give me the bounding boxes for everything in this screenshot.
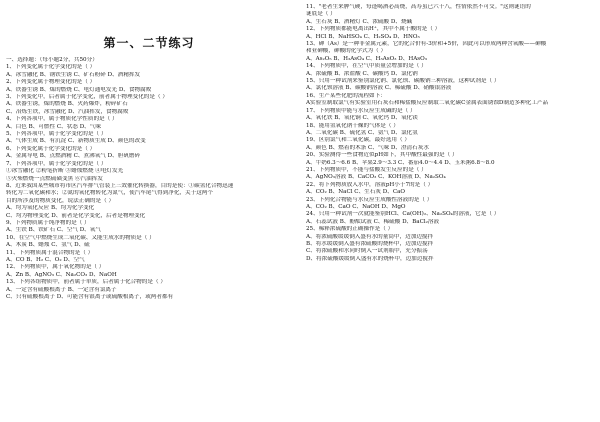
question-line: 24、只用一种试剂一次就能鉴别HCl、Ca(OH)₂、Na₂SO₄的溶液，它是（ ） — [306, 211, 500, 218]
question-line: 20、实验测得一些食物近似pH如下，其中酸性最强的是（ ） — [306, 152, 458, 159]
question-line: 25、稀释浓硫酸的正确操作是（ ） — [306, 226, 394, 233]
question-line: A、CO₂ B、CaO C、NaOH D、MgO — [306, 203, 406, 210]
question-line: A、木炭 B、蜡烛 C、氢气 D、硫 — [6, 242, 90, 249]
question-line: 14、下列物质中，在空气中质量会增加的是（ ） — [306, 63, 427, 70]
question-line: 7、下列各项中，属于化学变化的是（ ） — [6, 160, 107, 167]
question-line: A实验室制取氯气有实验室用石灰石和稀盐酸反应制取二氧化碳C金属表面锈蚀D制造多种化工产品 — [306, 100, 549, 107]
question-line: A、生铁 B、铁矿石 C、空气 D、氧气 — [6, 227, 101, 234]
question-line: 1、下列变化属于化学变化的是（ ） — [6, 64, 96, 71]
question-line: A、HCl B、NaHSO₄ C、H₂SO₄ D、HNO₃ — [306, 33, 420, 40]
question-line: A、浓硫酸 B、浓盐酸 C、碳酸钙 D、氯化钠 — [306, 70, 418, 77]
question-line: 12、下列物质中，属于氧化物的是（ ） — [6, 264, 105, 271]
question-line: 16、生产某些化肥的流程如下： — [306, 92, 386, 99]
question-line: 13、下列各组物质中，前者属于单质，后者属于化合物的是（ ） — [6, 279, 166, 286]
question-line: 2、下列变化属于物理变化的是（ ） — [6, 79, 96, 86]
question-line: A、牛奶6.3～6.6 B、苹果2.9～3.3 C、番茄4.0～4.4 D、玉米粥6.8～8.0 — [306, 159, 495, 166]
question-line: C、将浓硫酸和水同时倒入一试剂瓶中，充分振荡 — [306, 248, 428, 255]
right-column — [306, 4, 592, 263]
question-line: 8、近来我国某些城市将市区汽车排气管装上三效催化转换器，目的是使：①碳氢化合物迅速 — [6, 182, 234, 189]
question-line: 18、能用氢氧化钠干燥的气体是（ ） — [306, 122, 399, 129]
question-line: A、生石灰 B、酒精灯 C、浓硫酸 D、烧碱 — [306, 18, 413, 25]
question-line: 17、下列物质中能与水反应生成碱的是（ ） — [306, 107, 416, 114]
question-line: A、Zn B、AgNO₃ C、Na₂CO₃ D、NaOH — [6, 271, 117, 278]
question-line: 4、下列各项中，属于物质化学性质的是（ ） — [6, 116, 118, 123]
question-line: 谜底是（ ） — [306, 11, 336, 18]
question-line: A、As₂O₅ B、H₃AsO₄ C、H₃AsO₃ D、HAsO₃ — [306, 55, 427, 62]
question-line: A、石蕊试液 B、酚酞试液 C、稀硫酸 D、BaCl₂溶液 — [306, 218, 440, 225]
question-line: 转化为二氧化碳和水；②氮的氧化物转化为氮气，使汽车尾气得到净化，关于这两个 — [6, 190, 213, 197]
question-line: 10、在空气中燃烧生成二氧化碳、又能生成水的物质是（ ） — [6, 234, 155, 241]
question-line: 目的所涉及的物质变化，说法正确的是（ ） — [6, 197, 115, 204]
question-line: A、铁器生锈，煤的燃烧 B、火药爆炸，粉碎矿石 — [6, 101, 128, 108]
question-line: 3、下列变化中，后者属于化学变化，前者属于物理变化的是（ ） — [6, 94, 168, 101]
question-line: A、氧化铁 B、氧化铜 C、氧化钙 D、氧化镁 — [306, 115, 418, 122]
left-column — [6, 4, 292, 301]
question-line: ①冰雪融化 ②粉笔折断 ③蜡烛燃烧 ④电灯发光 — [6, 168, 124, 175]
question-line: 5、下列各项中，属于化学变化的是（ ） — [6, 131, 107, 138]
question-line: A、铁器生锈 B、煤的燃烧 C、电灯通电发光 D、食物腐败 — [6, 86, 152, 93]
question-line: ⑤火柴燃烧一点燃硫磺变黑 ⑥汽油挥发 — [6, 175, 103, 182]
question-line: A、均为氧化反应 B、均为化学变化 — [6, 205, 95, 212]
question-line: C、冶炼生铁，冰雪融化 D、汽油挥发，食物腐败 — [6, 108, 129, 115]
question-line: A、气体生成 B、有沉淀 C、新物质生成 D、颜色的改变 — [6, 138, 146, 145]
question-line: A、白色 B、可燃性 C、状态 D、气味 — [6, 123, 101, 130]
question-line: 19、区别氯气和二氧化碳，最好选用（ ） — [306, 137, 410, 144]
page-title: 第一、二节练习 — [103, 36, 195, 50]
question-line: 11、下列物质属于混合物的是（ ） — [6, 249, 94, 256]
question-line: A、将浓硫酸缓缓倒入盛有水的量筒中，边加边搅拌 — [306, 233, 434, 240]
question-line: 21、下列物质中，不能与盐酸发生反应的是（ ） — [306, 166, 427, 173]
question-line: 和亚砷酸，砷酸的化学式为（ ） — [306, 48, 387, 55]
question-line: B、将水缓缓倒入盛有浓硫酸的烧杯中，边加边搅拌 — [306, 241, 434, 247]
question-line: A、颜色 B、燃着的木条 C、气味 D、澄清石灰水 — [306, 144, 429, 151]
question-line: 12、下列物质都能电离出H⁺，其中不属于酸的是（ ） — [306, 26, 441, 33]
question-line: A、氯化钡溶液 B、碳酸钠溶液 C、稀硫酸 D、硝酸银溶液 — [306, 85, 452, 92]
question-line: 23、下列化合物能与水反应生成酸性溶液的是（ ） — [306, 196, 433, 203]
question-line: 9、下列物质属于纯净物的是（ ） — [6, 219, 90, 226]
question-line: 一、选择题：（每小题2分，共50分） — [6, 57, 98, 63]
question-line: D、将浓硫酸缓缓倒入盛有水的烧杯中，边加边搅拌 — [306, 255, 434, 262]
question-line: C、只有硫酸根离子 D、可能含有银离子或硫酸根离子，或两者都有 — [6, 294, 174, 300]
question-line: A、二氧化碳 B、硫化氢 C、氨气 D、氯化氢 — [306, 129, 418, 136]
question-line: A、金属导电 B、点燃酒精 C、煮沸氧气 D、胆矾磨碎 — [6, 153, 141, 160]
question-line: A、CO B、H₂ C、O₂ D、空气 — [6, 256, 85, 263]
question-line: 13、砷（As）是一种非金属元素，它的化合价有-3价和+5价，因此可以形成两种含氧酸——砷酸 — [306, 41, 547, 48]
question-line: A、一定含有硫酸根离子 B、一定含有氯离子 — [6, 286, 117, 293]
question-line: A、AgNO₃溶液 B、CaCO₃ C、KOH溶液 D、Na₂SO₄ — [306, 174, 446, 181]
question-line: 15、只用一种试剂来鉴别氯化钠、氯化钡、碳酸钠三种溶液，这种试剂是（ ） — [306, 78, 500, 85]
question-line: 22、将下列物质放入水中，溶液pH小于7的是（ ） — [306, 181, 434, 188]
question-line: A、冰雪融化 B、钢铁生锈 C、矿石粉碎 D、酒精挥发 — [6, 71, 141, 78]
question-line: 6、下列变化属于化学变化的是（ ） — [6, 145, 96, 152]
question-line: 11、"老者生来脾气硬，每逢喝酒必高烧，高寿虽已六十八，性情依然不可交。"这则谜语的 — [306, 4, 531, 10]
question-line: C、均为物理变化 D、前者是化学变化，后者是物理变化 — [6, 212, 146, 219]
question-line: A、CO₂ B、NaCl C、生石灰 D、CaO — [306, 189, 406, 196]
